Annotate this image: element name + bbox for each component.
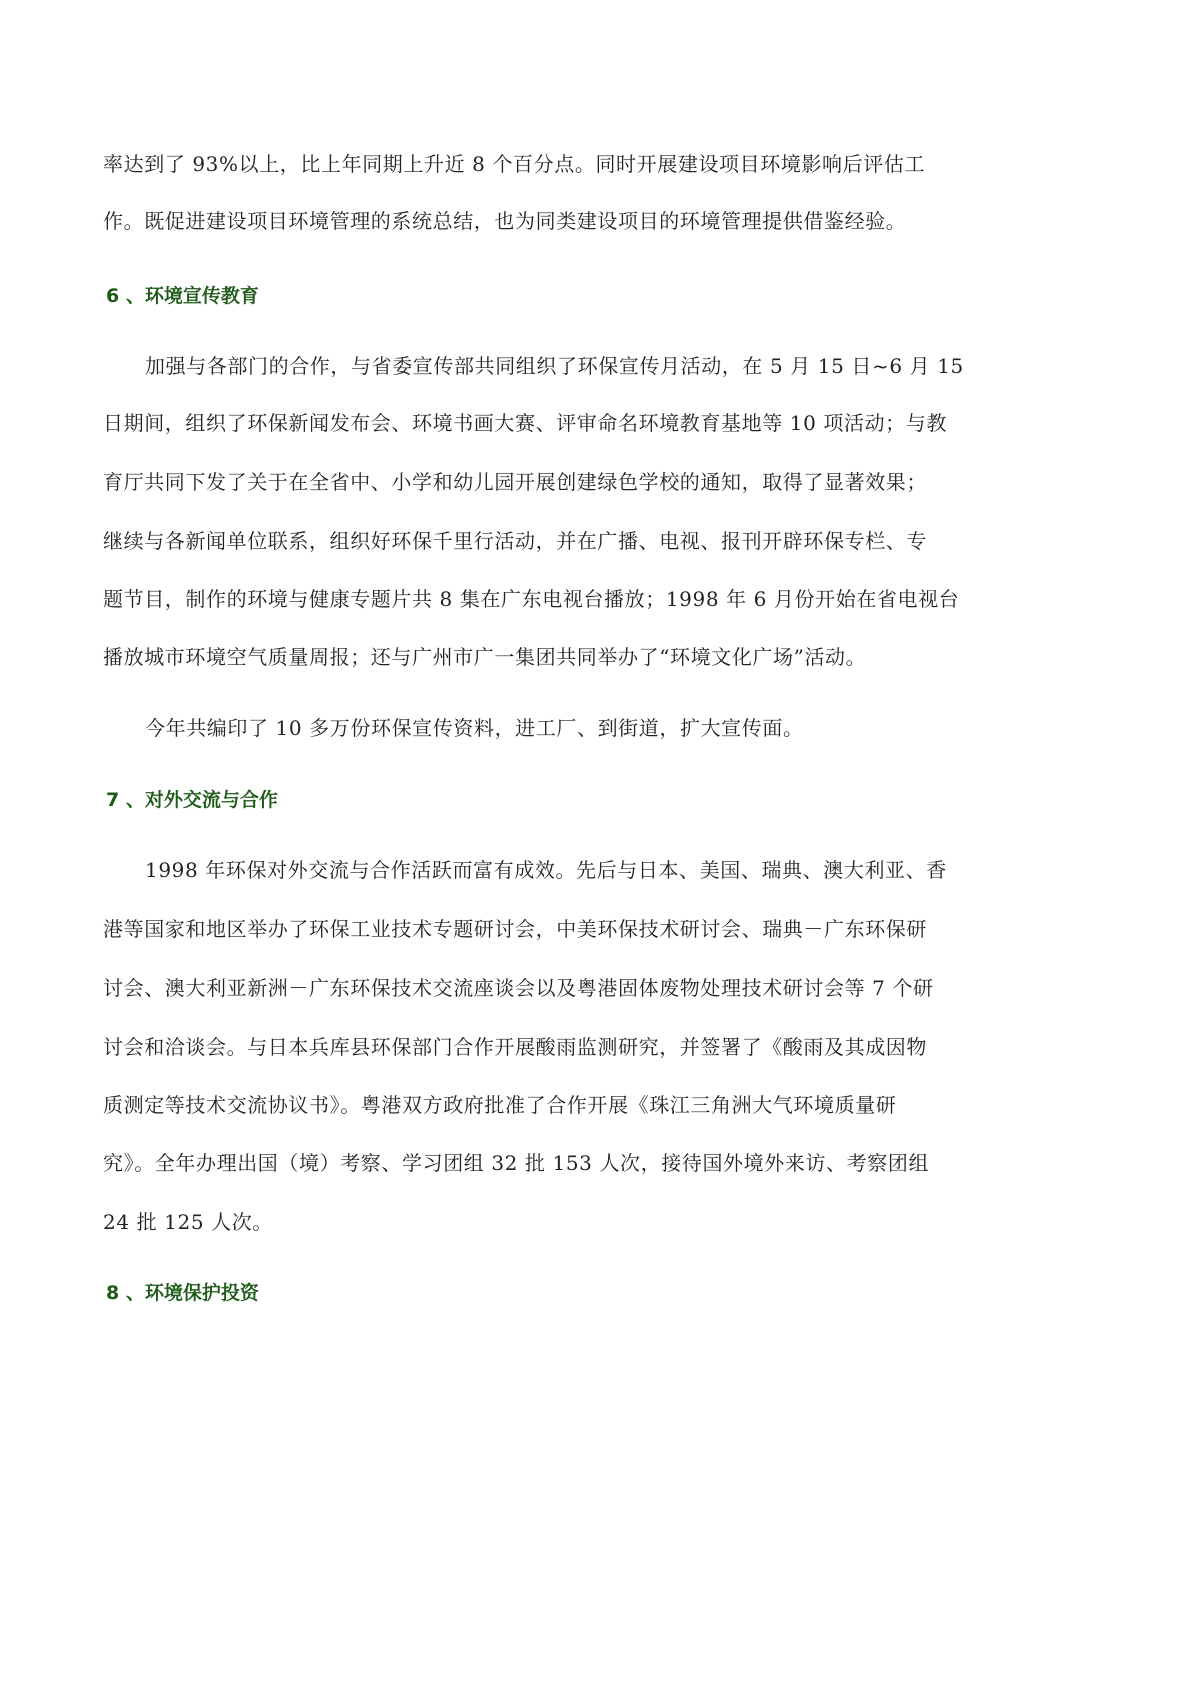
section-heading: 8 、环境保护投资	[106, 1282, 259, 1304]
paragraph-line: 育厅共同下发了关于在全省中、小学和幼儿园开展创建绿色学校的通知，取得了显著效果；	[103, 470, 927, 494]
paragraph-line: 日期间，组织了环保新闻发布会、环境书画大赛、评审命名环境教育基地等 10 项活动；与教	[103, 411, 947, 435]
paragraph-line: 1998 年环保对外交流与合作活跃而富有成效。先后与日本、美国、瑞典、澳大利亚、香	[145, 858, 947, 882]
paragraph-line: 率达到了 93%以上，比上年同期上升近 8 个百分点。同时开展建设项目环境影响后评估工	[103, 152, 926, 176]
paragraph-line: 港等国家和地区举办了环保工业技术专题研讨会，中美环保技术研讨会、瑞典－广东环保研	[103, 917, 927, 941]
paragraph-line: 加强与各部门的合作，与省委宣传部共同组织了环保宣传月活动，在 5 月 15 日~6 月 15	[145, 354, 964, 378]
paragraph-line: 作。既促进建设项目环境管理的系统总结，也为同类建设项目的环境管理提供借鉴经验。	[103, 209, 907, 233]
paragraph-line: 继续与各新闻单位联系，组织好环保千里行活动，并在广播、电视、报刊开辟环保专栏、专	[103, 529, 927, 553]
paragraph-line: 今年共编印了 10 多万份环保宣传资料，进工厂、到街道，扩大宣传面。	[145, 716, 804, 740]
section-heading: 6 、环境宣传教育	[106, 285, 259, 307]
paragraph-line: 24 批 125 人次。	[103, 1210, 273, 1234]
paragraph-line: 质测定等技术交流协议书》。粤港双方政府批准了合作开展《珠江三角洲大气环境质量研	[103, 1093, 897, 1117]
paragraph-line: 究》。全年办理出国（境）考察、学习团组 32 批 153 人次，接待国外境外来访、考察团组	[103, 1151, 930, 1175]
paragraph-line: 讨会、澳大利亚新洲－广东环保技术交流座谈会以及粤港固体废物处理技术研讨会等 7 个研	[103, 976, 934, 1000]
paragraph-line: 播放城市环境空气质量周报；还与广州市广一集团共同举办了“环境文化广场”活动。	[103, 645, 867, 669]
paragraph-line: 讨会和洽谈会。与日本兵库县环保部门合作开展酸雨监测研究，并签署了《酸雨及其成因物	[103, 1035, 927, 1059]
section-heading: 7 、对外交流与合作	[106, 789, 278, 811]
paragraph-line: 题节目，制作的环境与健康专题片共 8 集在广东电视台播放；1998 年 6 月份开始在省电视台	[103, 587, 960, 611]
